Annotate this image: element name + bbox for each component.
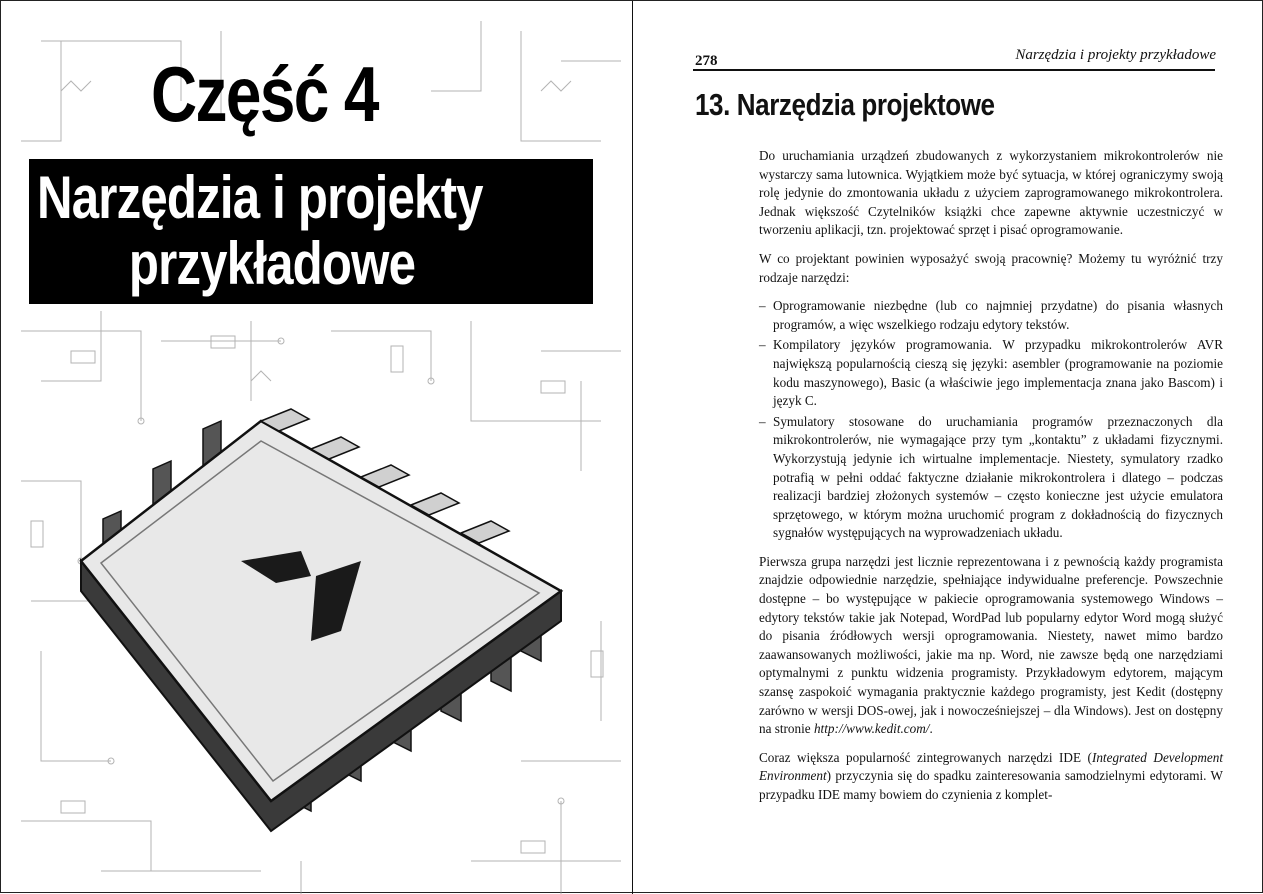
list-item-text: Kompilatory języków programowania. W przypadku mikrokontrolerów AVR największą popularnością cieszą się języki: asembler (programowanie na poziomie kodu maszynowego), Basic (a właściwie jego implementacja znana jako Bascom) i język C. [773, 337, 1223, 409]
paragraph-3 [759, 553, 1223, 739]
kedit-url: http://www.kedit.com/ [813, 721, 930, 737]
running-head: Narzędzia i projekty przykładowe [1015, 47, 1216, 63]
paragraph-2: W co projektant powinien wyposażyć swoją pracownię? Możemy tu wyróżnić trzy rodzaje narzędzi: [759, 250, 1223, 285]
list-dash: – [759, 298, 766, 314]
microcontroller-chip-illustration [61, 401, 581, 861]
paragraph-4-start: Coraz większa popularność zintegrowanych narzędzi IDE ( [759, 749, 1092, 765]
body-text [759, 147, 1223, 815]
list-item-text: Symulatory stosowane do uruchamiania programów przeznaczonych dla mikrokontrolerów, nie wymagające przy tym „kontaktu” z układami fizycznymi. Wykorzystują jedynie ich wirtualne implementacje. Niestety, symulatory rzadko potrafią w pełni oddać faktyczne działanie mikrokontrolera i dlatego – podczas realizacji bardziej złożonych systemów – często konieczne jest użycie emulatora sprzętowego, w którym można uruchomić program z dokładnością do fizycznych sygnałów występujących na wyprowadzeniach układu. [773, 413, 1223, 541]
paragraph-3-end: . [929, 721, 933, 737]
paragraph-4-end: ) przyczynia się do spadku zainteresowania samodzielnymi edytorami. W przypadku IDE mamy bowiem do czynienia z komplet- [759, 768, 1223, 802]
list-item [759, 297, 1223, 334]
chapter-title: 13. Narzędzia projektowe [695, 87, 995, 122]
list-dash: – [759, 337, 766, 353]
list-item [759, 413, 1223, 543]
left-page [1, 1, 632, 894]
right-page [633, 1, 1263, 894]
paragraph-4 [759, 749, 1223, 805]
section-title-line1: Narzędzia i projekty [37, 164, 483, 231]
section-title [37, 165, 562, 297]
page-number: 278 [695, 53, 718, 69]
part-title: Część 4 [151, 50, 378, 138]
paragraph-1: Do uruchamiania urządzeń zbudowanych z wykorzystaniem mikrokontrolerów nie wystarczy sama lutownica. Wyjątkiem może być sytuacja, w której ograniczymy swoją rolę jedynie do zmontowania układu z użyciem zaprogramowanego mikrokontrolera. Jednak większość Czytelników książki chce zapewne aktywnie uczestniczyć w tworzeniu aplikacji, tzn. projektować sprzęt i pisać oprogramowanie. [759, 148, 1223, 238]
ide-term: Integrated Development Environment [759, 749, 1223, 784]
list-item-text: Oprogramowanie niezbędne (lub co najmniej przydatne) do pisania własnych programów, a więc wszelkiego rodzaju edytory tekstów. [773, 298, 1223, 332]
tools-list [759, 297, 1223, 543]
header-rule [693, 69, 1215, 71]
paragraph-3-text: Pierwsza grupa narzędzi jest licznie reprezentowana i z pewnością każdy programista znajdzie odpowiednie narzędzie, spełniające indywidualne preferencje. Powszechnie dostępne – bo występujące w pakiecie oprogramowania systemowego Windows – edytory tekstów takie jak Notepad, WordPad lub popularny edytor Word mogą służyć do pisania źródłowych wersji oprogramowania. Niestety, nawet mimo bardzo zaawansowanych możliwości, jakie ma np. Word, nie zawsze będą one narzędziami optymalnymi z punktu widzenia programisty. Przykładowym edytorem, mającym szansę zaspokoić wymagania praktycznie każdego programisty, jest Kedit (dostępny zarówno w wersji DOS-owej, jak i nowocześniejszej – dla Windows). Jest on dostępny na stronie [759, 553, 1223, 737]
list-dash: – [759, 413, 766, 429]
list-item [759, 336, 1223, 410]
section-title-line2: przykładowe [128, 230, 416, 297]
